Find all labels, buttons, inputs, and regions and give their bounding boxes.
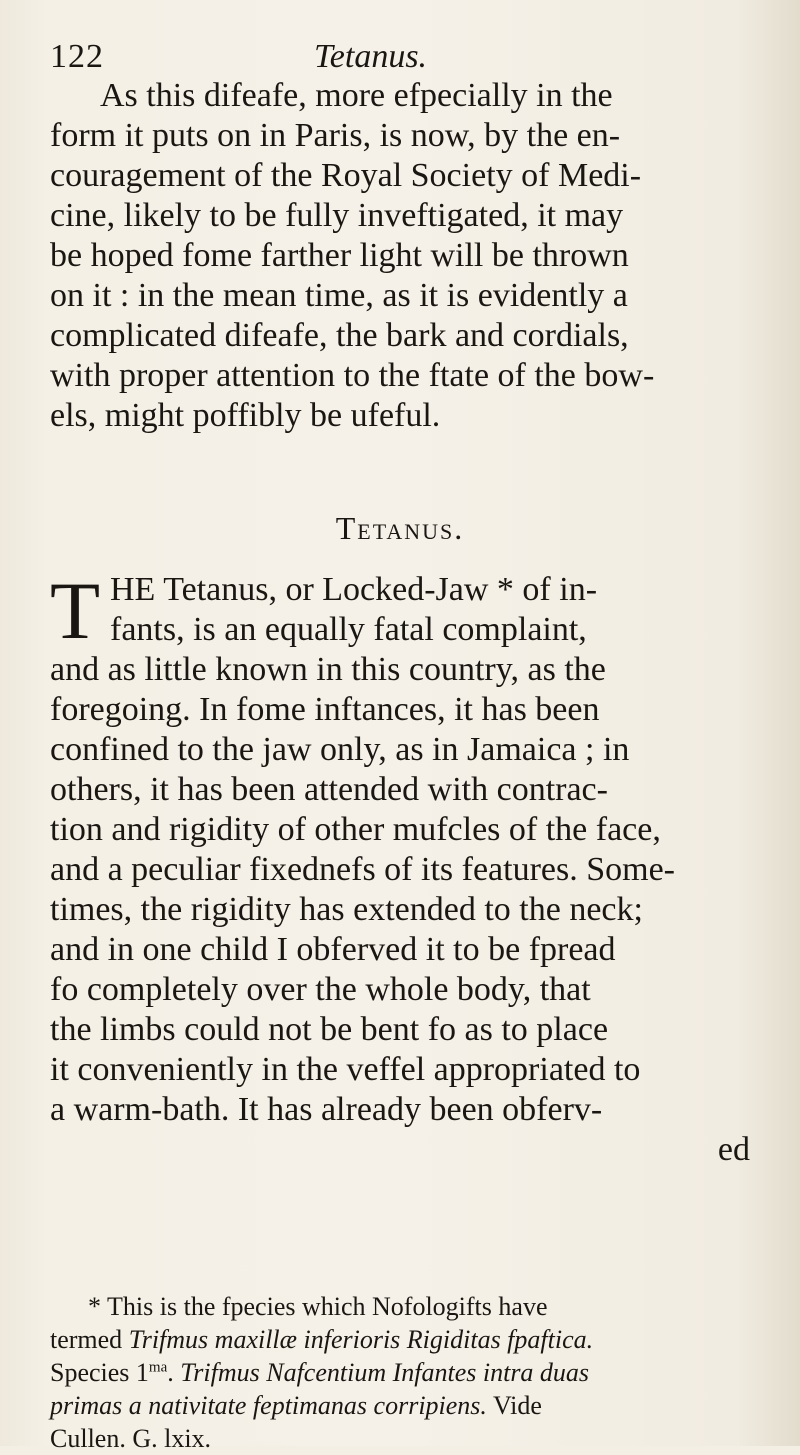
footnote-line bbox=[50, 1356, 750, 1389]
text-line: and in one child I obferved it to be fpread bbox=[50, 931, 616, 968]
footnote-superscript: ma bbox=[148, 1359, 168, 1376]
text-line: confined to the jaw only, as in Jamaica ; in bbox=[50, 731, 630, 768]
running-title: Tetanus. bbox=[314, 38, 428, 75]
text-line: the limbs could not be bent fo as to place bbox=[50, 1011, 609, 1048]
footnote-latin: Trifmus maxillæ inferioris Rigiditas fpaftica. bbox=[128, 1325, 594, 1354]
text-line: times, the rigidity has extended to the neck; bbox=[50, 891, 643, 928]
footnote-text: Species 1 bbox=[50, 1358, 149, 1387]
text-line: be hoped fome farther light will be thrown bbox=[50, 237, 629, 274]
text-line: tion and rigidity of other mufcles of the face, bbox=[50, 811, 661, 848]
catchword: ed bbox=[717, 1131, 750, 1168]
footnote bbox=[50, 1290, 750, 1455]
text-line: fo completely over the whole body, that bbox=[50, 971, 591, 1008]
text-line: complicated difeafe, the bark and cordials, bbox=[50, 317, 629, 354]
text-line: els, might poffibly be ufeful. bbox=[50, 397, 441, 434]
footnote-text: . bbox=[167, 1358, 181, 1387]
footnote-line bbox=[50, 1389, 750, 1422]
section-heading: Tetanus. bbox=[335, 510, 465, 546]
text-line: others, it has been attended with contrac- bbox=[50, 771, 608, 808]
text-line: HE Tetanus, or Locked-Jaw * of in- bbox=[110, 571, 598, 608]
text-line: and as little known in this country, as the bbox=[50, 651, 606, 688]
paragraph-continuation bbox=[50, 76, 750, 436]
drop-cap: T bbox=[50, 565, 101, 656]
text-line: and a peculiar fixednefs of its features. Some- bbox=[50, 851, 675, 888]
text-line: foregoing. In fome inftances, it has been bbox=[50, 691, 600, 728]
footnote-line: * This is the fpecies which Nofologifts have bbox=[88, 1292, 548, 1321]
footnote-text: Vide bbox=[486, 1391, 542, 1420]
text-line: fants, is an equally fatal complaint, bbox=[110, 611, 587, 648]
footnote-latin: primas a nativitate feptimanas corripiens. bbox=[50, 1391, 487, 1420]
footnote-latin: Trifmus Nafcentium Infantes intra duas bbox=[180, 1358, 590, 1387]
text-line: it conveniently in the veffel appropriated to bbox=[50, 1051, 641, 1088]
text-line: form it puts on in Paris, is now, by the en- bbox=[50, 117, 621, 154]
text-line: cine, likely to be fully inveftigated, it may bbox=[50, 197, 624, 234]
text-line: a warm-bath. It has already been obferv- bbox=[50, 1091, 603, 1128]
text-line: As this difeafe, more efpecially in the bbox=[100, 77, 613, 114]
text-line: with proper attention to the ftate of the bow- bbox=[50, 357, 655, 394]
section-paragraph bbox=[50, 565, 750, 1170]
footnote-text: termed bbox=[50, 1325, 129, 1354]
page-number: 122 bbox=[50, 38, 104, 75]
text-line: on it : in the mean time, as it is evidently a bbox=[50, 277, 628, 314]
text-line: couragement of the Royal Society of Medi- bbox=[50, 157, 642, 194]
footnote-line: Cullen. G. lxix. bbox=[50, 1424, 212, 1453]
footnote-line bbox=[50, 1323, 750, 1356]
